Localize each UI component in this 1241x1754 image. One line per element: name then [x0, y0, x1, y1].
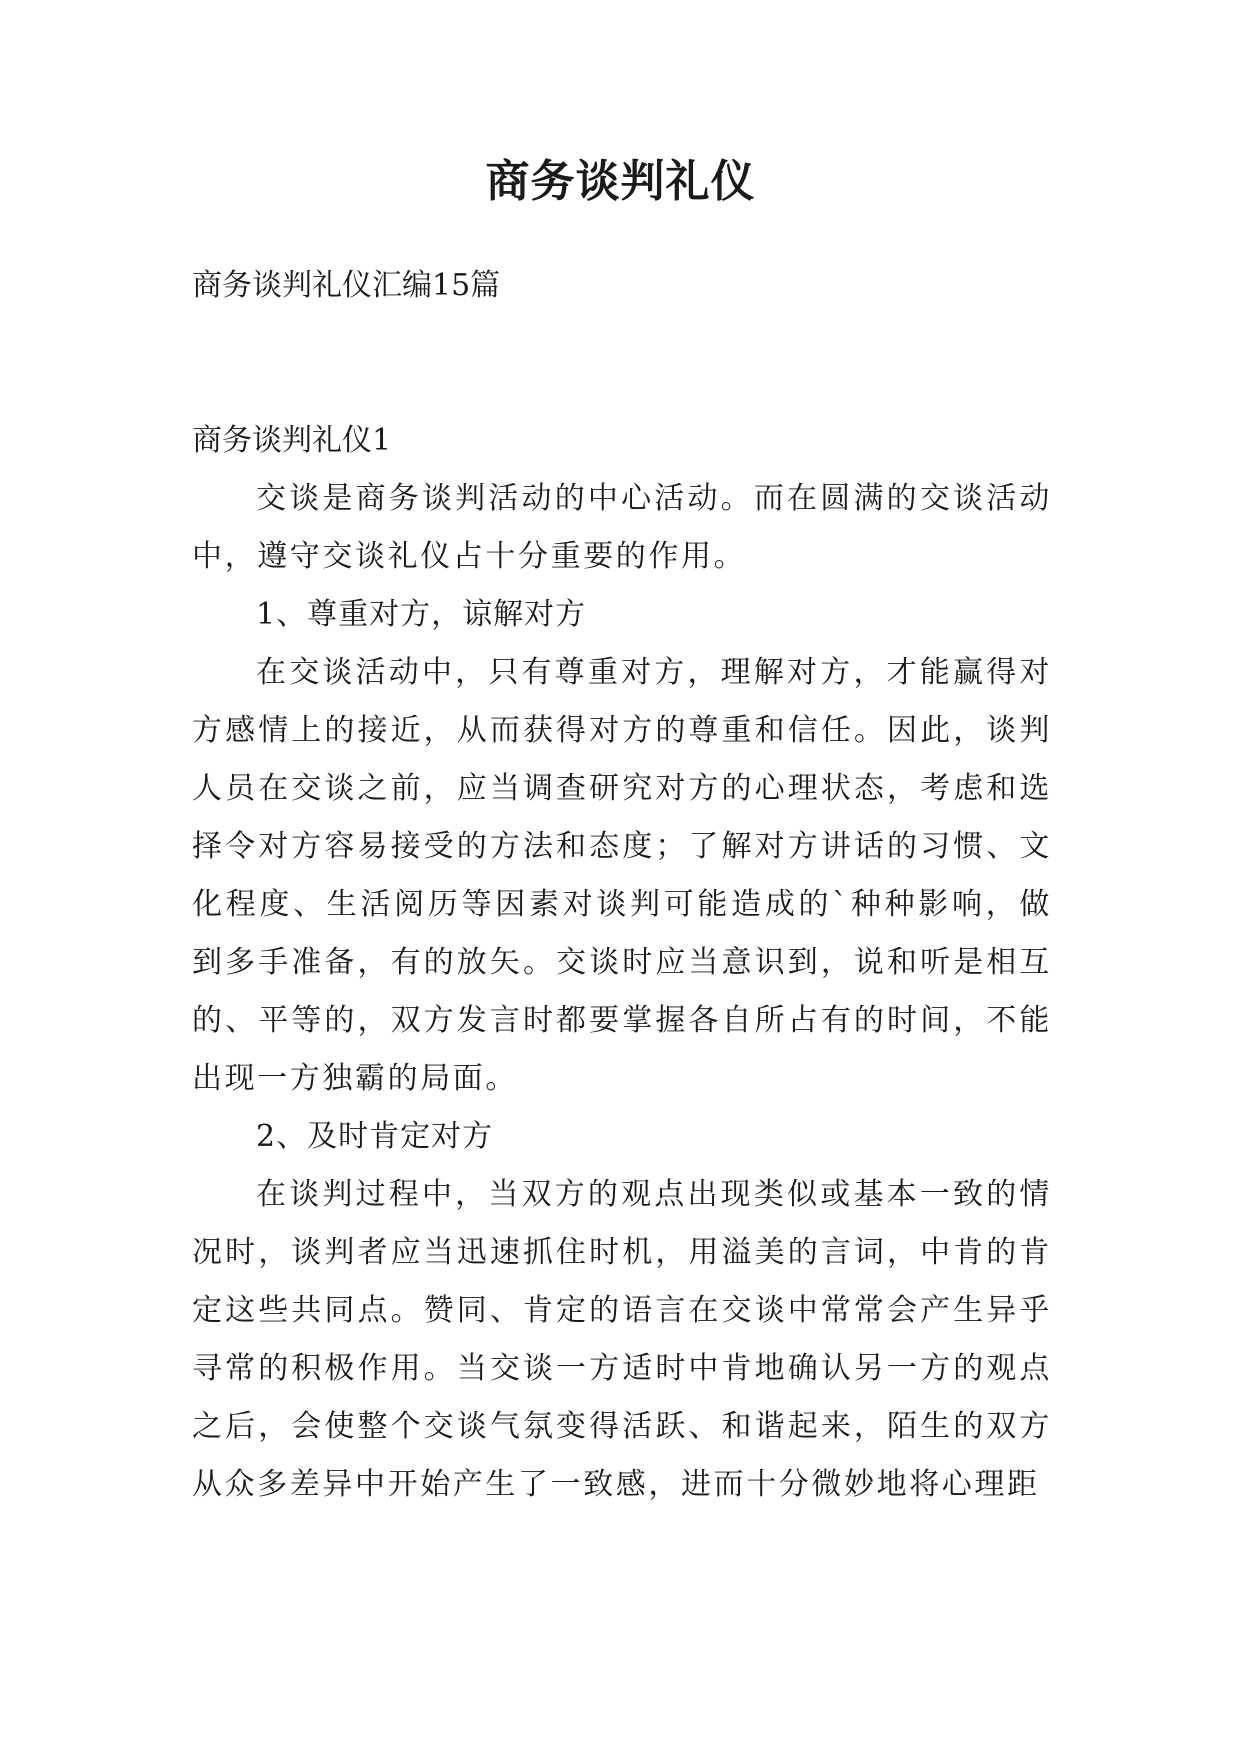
document-title: 商务谈判礼仪	[485, 156, 756, 207]
paragraph: 在交谈活动中，只有尊重对方，理解对方，才能赢得对方感情上的接近，从而获得对方的尊重和信任。因此，谈判人员在交谈之前，应当调查研究对方的心理状态，考虑和选择令对方容易接受的方法和态度；了解对方讲话的习惯、文化程度、生活阅历等因素对谈判可能造成的`种种影响，做到多手准备，有的放矢。交谈时应当意识到，说和听是相互的、平等的，双方发言时都要掌握各自所占有的时间，不能出现一方独霸的局面。	[192, 655, 1052, 1096]
document-subtitle: 商务谈判礼仪汇编15篇	[192, 268, 501, 303]
subheading: 1、尊重对方，谅解对方	[256, 597, 587, 632]
paragraph: 在谈判过程中，当双方的观点出现类似或基本一致的情况时，谈判者应当迅速抓住时机，用溢美的言词，中肯的肯定这些共同点。赞同、肯定的语言在交谈中常常会产生异乎寻常的积极作用。当交谈一方适时中肯地确认另一方的观点之后，会使整个交谈气氛变得活跃、和谐起来，陌生的双方从众多差异中开始产生了一致感，进而十分微妙地将心理距	[192, 1177, 1052, 1502]
paragraph: 交谈是商务谈判活动的中心活动。而在圆满的交谈活动中，遵守交谈礼仪占十分重要的作用。	[192, 481, 1052, 574]
body-text	[192, 470, 1052, 1514]
subheading: 2、及时肯定对方	[256, 1119, 494, 1154]
section-heading: 商务谈判礼仪1	[192, 423, 392, 458]
